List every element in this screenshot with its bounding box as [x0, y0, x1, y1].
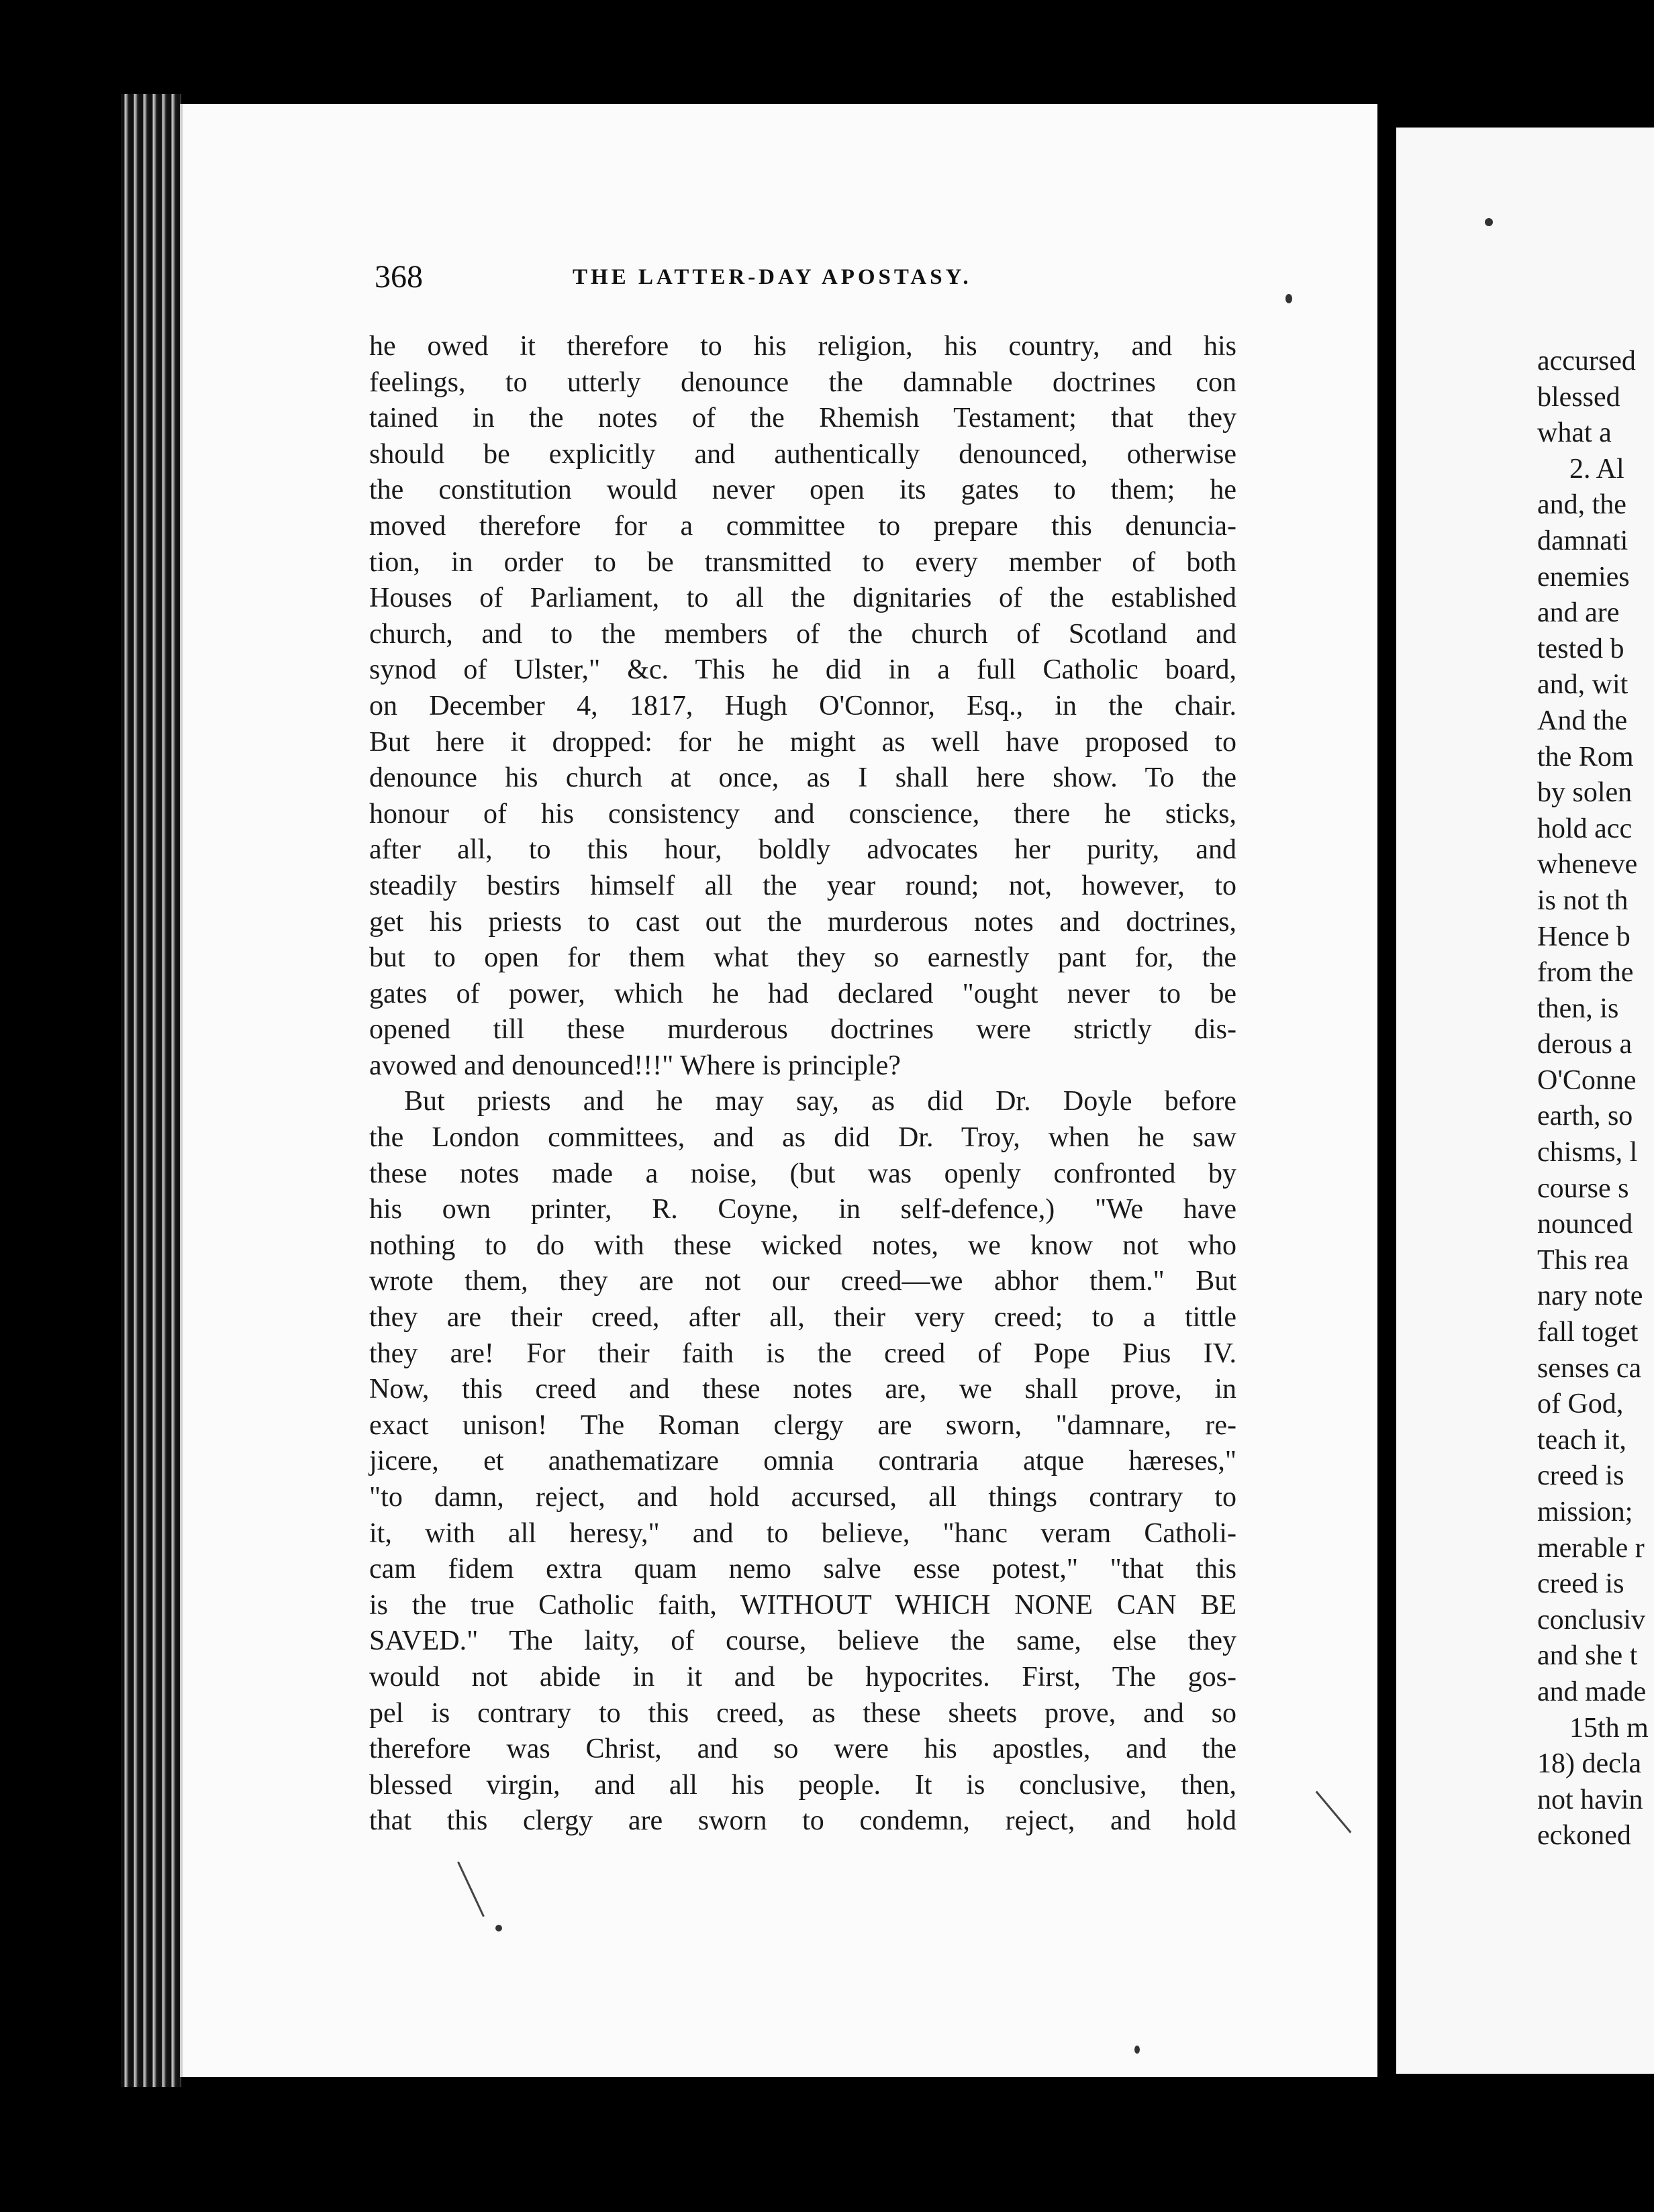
text-line: And the — [1537, 705, 1628, 736]
text-line: creed is — [1537, 1460, 1624, 1492]
text-line: get his priests to cast out the murderous notes and doctrines, — [369, 906, 1236, 938]
text-line: and made — [1537, 1676, 1647, 1707]
text-line: steadily bestirs himself all the year round; not, however, to — [369, 870, 1236, 901]
text-line: 15th m — [1569, 1712, 1649, 1744]
text-line: 2. Al — [1569, 453, 1624, 485]
text-line: merable r — [1537, 1532, 1645, 1564]
text-line: moved therefore for a committee to prepare this denuncia- — [369, 510, 1236, 542]
text-line: they are their creed, after all, their very creed; to a tittle — [369, 1302, 1236, 1334]
scan-speck — [1134, 2046, 1140, 2054]
text-line: blessed virgin, and all his people. It is conclusive, then, — [369, 1769, 1236, 1801]
text-line: This rea — [1537, 1244, 1629, 1276]
text-line: is not th — [1537, 885, 1628, 916]
text-line: nothing to do with these wicked notes, we know not who — [369, 1229, 1236, 1261]
text-line: that this clergy are sworn to condemn, reject, and hold — [369, 1805, 1236, 1837]
text-line: eckoned — [1537, 1820, 1631, 1852]
text-line: they are! For their faith is the creed of Pope Pius IV. — [369, 1338, 1236, 1369]
text-line: O'Conne — [1537, 1064, 1637, 1096]
text-line: denounce his church at once, as I shall here show. To the — [369, 762, 1236, 794]
scan-speck — [1485, 218, 1493, 226]
text-line: after all, to this hour, boldly advocates her purity, and — [369, 834, 1236, 866]
text-line: course s — [1537, 1172, 1629, 1204]
text-line: and are — [1537, 597, 1620, 629]
running-title: THE LATTER-DAY APOSTASY. — [573, 265, 972, 289]
text-line: conclusiv — [1537, 1604, 1645, 1636]
text-line: the London committees, and as did Dr. Troy, when he saw — [369, 1122, 1236, 1154]
text-line: should be explicitly and authentically denounced, otherwise — [369, 438, 1236, 470]
text-line: therefore was Christ, and so were his apostles, and the — [369, 1733, 1236, 1765]
text-line: then, is — [1537, 993, 1619, 1024]
text-line: and, wit — [1537, 669, 1628, 701]
text-line: would not abide in it and be hypocrites. First, The gos- — [369, 1661, 1236, 1693]
text-line: But priests and he may say, as did Dr. Doyle before — [404, 1086, 1236, 1117]
text-line: on December 4, 1817, Hugh O'Connor, Esq., in the chair. — [369, 690, 1236, 721]
text-line: wheneve — [1537, 849, 1638, 881]
text-line: and, the — [1537, 489, 1626, 521]
text-line: not havin — [1537, 1784, 1643, 1815]
text-line: honour of his consistency and conscience, there he sticks, — [369, 798, 1236, 830]
book-spine-edge — [121, 94, 181, 2087]
text-line: from the — [1537, 957, 1634, 989]
text-line: is the true Catholic faith, WITHOUT WHICH NONE CAN BE — [369, 1589, 1236, 1621]
text-line: avowed and denounced!!!" Where is principle? — [369, 1050, 901, 1081]
text-line: the constitution would never open its gates to them; he — [369, 474, 1236, 506]
text-line: church, and to the members of the church of Scotland and — [369, 618, 1236, 650]
right-page-body — [1537, 344, 1654, 1854]
text-line: Hence b — [1537, 921, 1631, 952]
text-line: fall toget — [1537, 1317, 1639, 1348]
scan-speck — [1285, 294, 1292, 303]
page-number: 368 — [375, 259, 423, 295]
text-line: exact unison! The Roman clergy are sworn, "damnare, re- — [369, 1409, 1236, 1441]
text-line: tion, in order to be transmitted to every member of both — [369, 546, 1236, 578]
text-line: teach it, — [1537, 1424, 1626, 1456]
text-line: by solen — [1537, 777, 1633, 809]
text-line: wrote them, they are not our creed—we abhor them." But — [369, 1266, 1236, 1297]
left-page-body — [369, 329, 1236, 1840]
text-line: what a — [1537, 417, 1612, 449]
text-line: accursed — [1537, 346, 1636, 376]
text-line: earth, so — [1537, 1101, 1633, 1132]
text-line: senses ca — [1537, 1352, 1642, 1384]
text-line: his own printer, R. Coyne, in self-defence,) "We have — [369, 1194, 1236, 1225]
text-line: Now, this creed and these notes are, we shall prove, in — [369, 1374, 1236, 1405]
text-line: jicere, et anathematizare omnia contraria atque hæreses," — [369, 1446, 1236, 1477]
text-line: it, with all heresy," and to believe, "hanc veram Catholi- — [369, 1517, 1236, 1549]
text-line: synod of Ulster," &c. This he did in a full Catholic board, — [369, 654, 1236, 686]
text-line: "to damn, reject, and hold accursed, all things contrary to — [369, 1482, 1236, 1513]
text-line: opened till these murderous doctrines were strictly dis- — [369, 1014, 1236, 1046]
text-line: and she t — [1537, 1640, 1638, 1672]
text-line: pel is contrary to this creed, as these sheets prove, and so — [369, 1697, 1236, 1729]
text-line: tained in the notes of the Rhemish Testament; that they — [369, 403, 1236, 434]
text-line: gates of power, which he had declared "ought never to be — [369, 978, 1236, 1009]
text-line: blessed — [1537, 381, 1620, 413]
text-line: he owed it therefore to his religion, his country, and his — [369, 331, 1236, 362]
text-line: SAVED." The laity, of course, believe the same, else they — [369, 1625, 1236, 1657]
text-line: cam fidem extra quam nemo salve esse potest," "that this — [369, 1554, 1236, 1585]
text-line: these notes made a noise, (but was openly confronted by — [369, 1158, 1236, 1189]
text-line: enemies — [1537, 561, 1630, 593]
scan-speck — [495, 1925, 502, 1931]
text-line: of God, — [1537, 1389, 1624, 1420]
text-line: Houses of Parliament, to all the dignitaries of the established — [369, 583, 1236, 614]
text-line: But here it dropped: for he might as well have proposed to — [369, 726, 1236, 758]
text-line: 18) decla — [1537, 1748, 1642, 1780]
text-line: tested b — [1537, 633, 1624, 664]
text-line: nounced — [1537, 1209, 1633, 1240]
text-line: damnati — [1537, 525, 1628, 556]
text-line: but to open for them what they so earnestly pant for, the — [369, 942, 1236, 974]
page-header — [375, 258, 1066, 305]
text-line: chisms, l — [1537, 1137, 1638, 1168]
text-line: hold acc — [1537, 813, 1633, 844]
text-line: feelings, to utterly denounce the damnable doctrines con — [369, 366, 1236, 398]
text-line: creed is — [1537, 1568, 1624, 1600]
text-line: nary note — [1537, 1280, 1643, 1312]
text-line: derous a — [1537, 1029, 1633, 1060]
text-line: mission; — [1537, 1497, 1633, 1527]
text-line: the Rom — [1537, 741, 1634, 772]
